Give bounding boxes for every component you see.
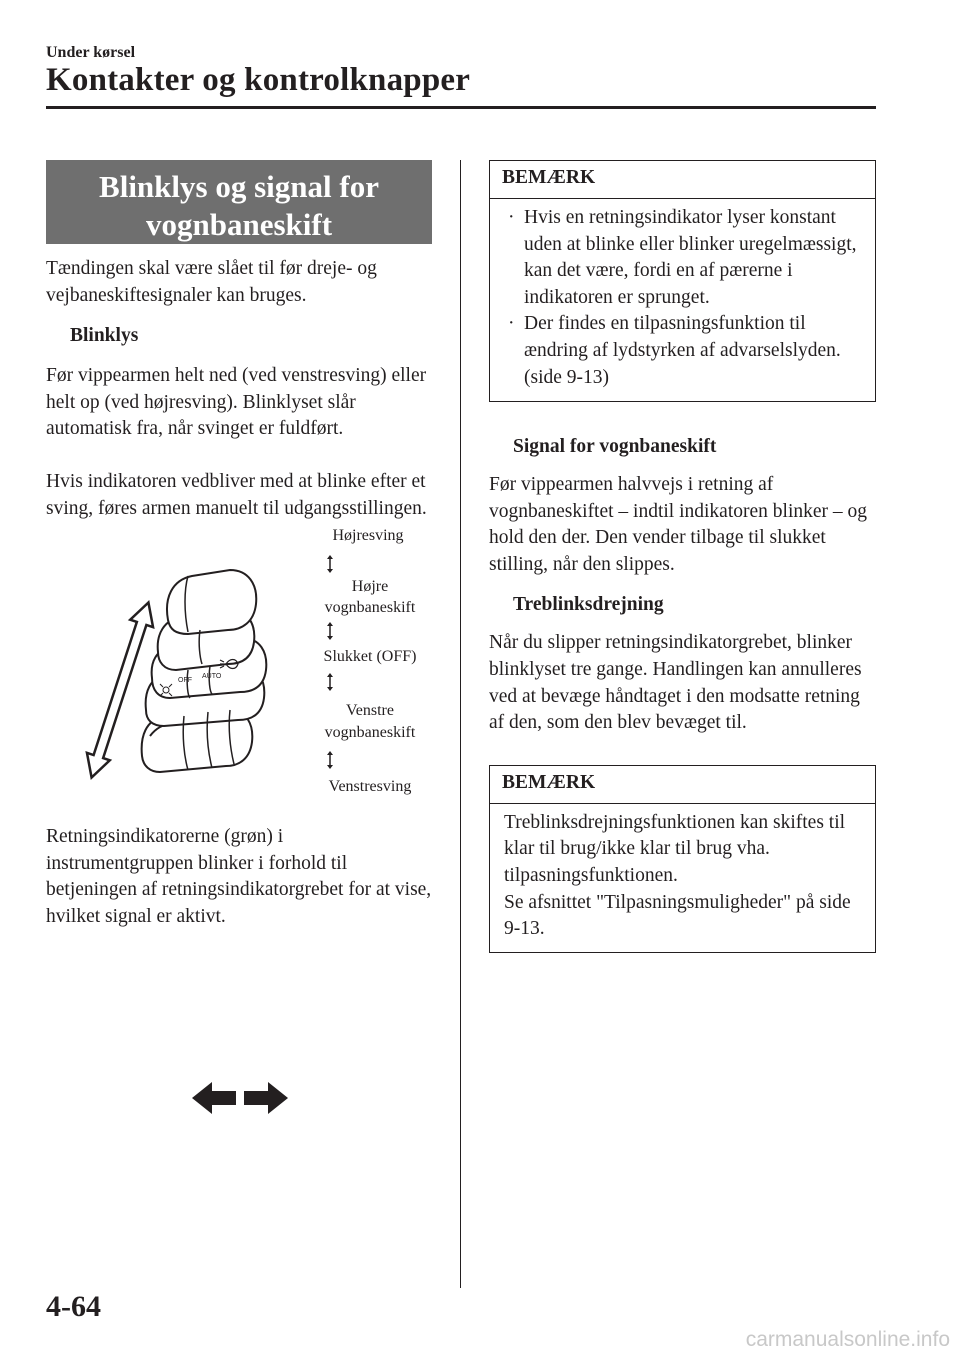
indicator-paragraph: Retningsindikatorerne (grøn) i instrumentgruppen blinker i forhold til betjeningen af retningsindikatorgrebet for at vise, hvilket signal er aktivt. xyxy=(46,826,432,927)
note-box-1 xyxy=(489,160,876,402)
watermark: carmanualsonline.info xyxy=(745,1328,950,1351)
label-left-lane-line2: vognbaneskift xyxy=(324,724,416,742)
header-rule xyxy=(46,106,876,109)
lane-change-heading: Signal for vognbaneskift xyxy=(513,436,717,457)
ring-text-auto: AUTO xyxy=(202,673,222,681)
column-divider xyxy=(460,160,461,1288)
lever-illustration xyxy=(80,560,280,800)
label-right-lane-line2: vognbaneskift xyxy=(324,599,416,617)
label-right-lane-line1: Højre xyxy=(351,578,389,596)
section-label: Under kørsel xyxy=(46,44,136,61)
bullet-dot: · xyxy=(508,207,515,228)
note-1-bullet-1 xyxy=(504,205,861,311)
note-1-bullet-2-text: Der findes en tilpasningsfunktion til ændring af lydstyrken af advarselslyden. (side 9-13) xyxy=(524,313,841,388)
triple-blink-heading: Treblinksdrejning xyxy=(513,594,664,616)
label-right-turn: Højresving xyxy=(332,527,404,545)
note-1-body xyxy=(490,199,875,401)
turn-signal-lever-figure xyxy=(46,524,432,806)
page-navigation xyxy=(190,1080,290,1116)
blinklys-paragraph-1: Før vippearmen helt ned (ved venstresving) eller helt op (ved højresving). Blinklyset slår automatisk fra, når svinget er fuldført. xyxy=(46,365,427,440)
blinklys-paragraph-2: Hvis indikatoren vedbliver med at blinke efter et sving, føres armen manuelt til udgangsstillingen. xyxy=(46,470,427,519)
note-2-body xyxy=(490,804,875,953)
up-down-arrow-icon xyxy=(323,672,337,692)
label-off: Slukket (OFF) xyxy=(323,648,417,666)
lane-change-paragraph: Før vippearmen halvvejs i retning af vognbaneskiftet – indtil indikatoren blinker – og hold den der. Den vender tilbage til slukket stilling, når den slippes. xyxy=(489,474,868,575)
up-down-arrow-icon xyxy=(323,750,337,770)
triple-blink-paragraph: Når du slipper retningsindikatorgrebet, blinker blinklyset tre gange. Handlingen kan annulleres ved at bevæge håndtaget i den modsatte retning af den, som den blev bevæget til. xyxy=(489,632,862,734)
note-1-bullet-1-text: Hvis en retningsindikator lyser konstant uden at blinke eller blinker uregelmæssigt, kan det være, fordi en af pærerne i indikatoren er sprunget. xyxy=(524,207,857,308)
note-box-2 xyxy=(489,765,876,953)
bullet-dot: · xyxy=(508,313,515,335)
section-title-banner xyxy=(46,160,432,244)
ring-text-off: OFF xyxy=(178,677,192,685)
note-1-bullet-2 xyxy=(504,311,861,391)
note-1-heading: BEMÆRK xyxy=(490,161,875,199)
note-2-paragraph-1: Treblinksdrejningsfunktionen kan skiftes til klar til brug/ikke klar til brug vha. tilpasningsfunktionen. xyxy=(504,811,846,886)
section-title-line1: Blinklys og signal for xyxy=(99,169,379,204)
up-down-arrow-icon xyxy=(323,554,337,574)
note-2-paragraph-2: Se afsnittet "Tilpasningsmuligheder" på side 9-13. xyxy=(504,891,851,940)
note-2-heading: BEMÆRK xyxy=(490,766,875,804)
label-left-turn: Venstresving xyxy=(328,778,412,796)
right-column xyxy=(489,160,876,953)
page-number: 4-64 xyxy=(46,1290,101,1323)
prev-page-arrow-icon[interactable] xyxy=(192,1082,236,1114)
next-page-arrow-icon[interactable] xyxy=(244,1082,288,1114)
up-down-arrow-icon xyxy=(323,621,337,641)
label-left-lane-line1: Venstre xyxy=(346,702,394,720)
section-title-line2: vognbaneskift xyxy=(145,207,333,242)
left-column xyxy=(46,160,432,931)
blinklys-heading: Blinklys xyxy=(70,325,139,347)
intro-paragraph: Tændingen skal være slået til før dreje- og vejbaneskiftesignaler kan bruges. xyxy=(46,258,377,306)
chapter-title: Kontakter og kontrolknapper xyxy=(46,62,471,98)
